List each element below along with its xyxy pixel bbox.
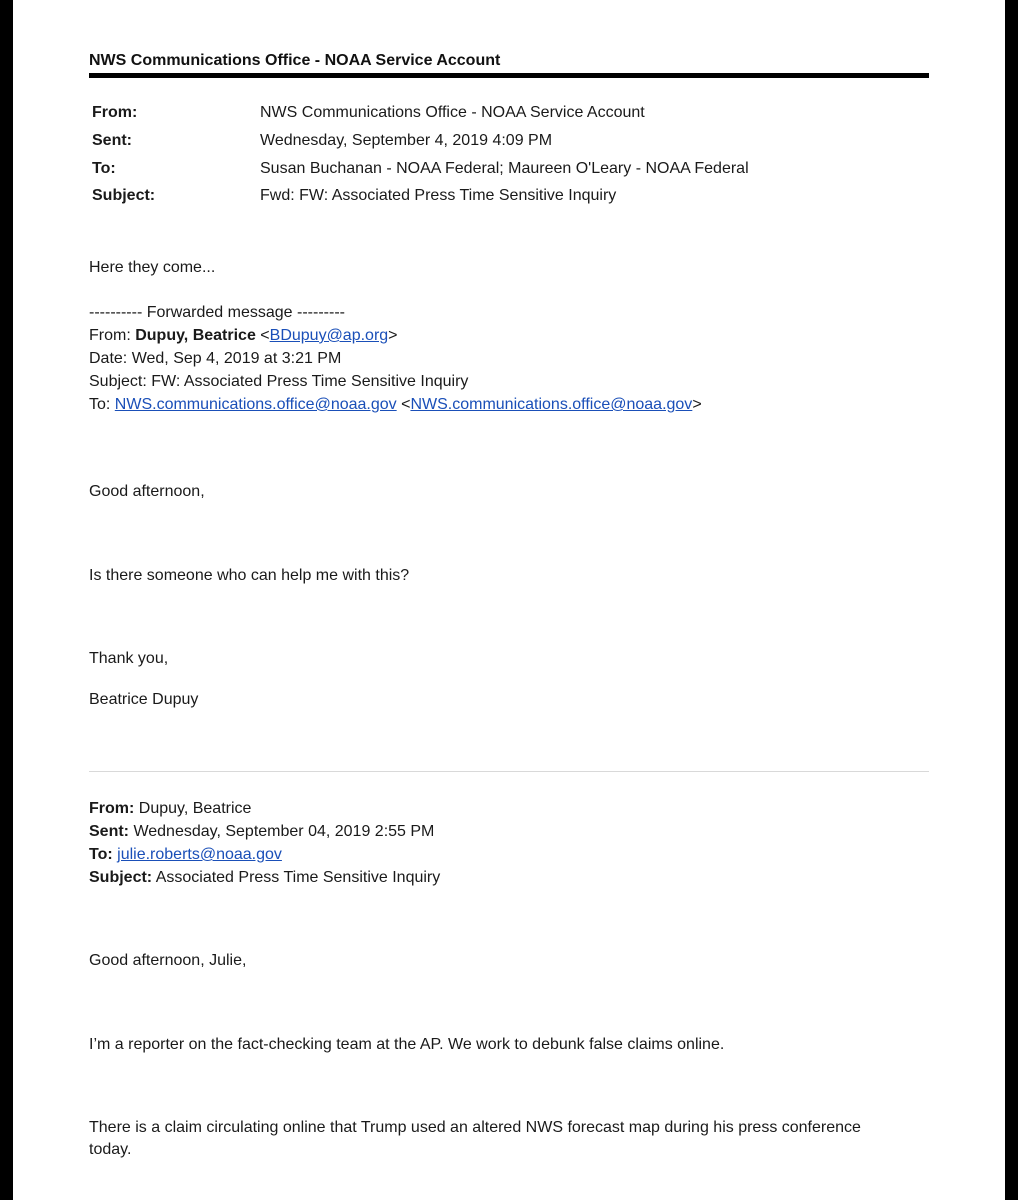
forwarded-to-email-link-2[interactable]: NWS.communications.office@noaa.gov xyxy=(410,396,693,413)
original-subject-label: Subject: xyxy=(89,869,153,886)
forwarded-greeting: Good afternoon, xyxy=(89,483,205,500)
email-from-value: NWS Communications Office - NOAA Service Account xyxy=(260,104,645,121)
email-from-label: From: xyxy=(92,104,138,121)
forwarded-to-lt: < xyxy=(396,396,411,413)
original-sent-line xyxy=(89,821,434,843)
forwarded-thanks: Thank you, xyxy=(89,650,169,667)
forwarded-subject-line: Subject: FW: Associated Press Time Sensitive Inquiry xyxy=(89,373,469,390)
forwarded-question: Is there someone who can help me with this? xyxy=(89,567,410,584)
email-to-label: To: xyxy=(92,160,116,177)
email-intro: Here they come... xyxy=(89,259,216,276)
original-to-email-link[interactable]: julie.roberts@noaa.gov xyxy=(117,846,282,863)
email-to-value: Susan Buchanan - NOAA Federal; Maureen O'Leary - NOAA Federal xyxy=(260,160,749,177)
forwarded-from-email-link[interactable]: BDupuy@ap.org xyxy=(269,327,389,344)
original-from-line xyxy=(89,798,251,820)
forwarded-to-email-link-1[interactable]: NWS.communications.office@noaa.gov xyxy=(114,396,397,413)
title-rule xyxy=(89,73,929,78)
forwarded-from-line xyxy=(89,325,398,347)
original-greeting: Good afternoon, Julie, xyxy=(89,952,247,969)
original-intro: I’m a reporter on the fact-checking team at the AP. We work to debunk false claims online. xyxy=(89,1036,725,1053)
forwarded-to-prefix: To: xyxy=(89,396,115,413)
original-to-label: To: xyxy=(89,846,113,863)
original-subject-line xyxy=(89,867,440,889)
email-sent-value: Wednesday, September 4, 2019 4:09 PM xyxy=(260,132,553,149)
original-sent-value: Wednesday, September 04, 2019 2:55 PM xyxy=(129,823,435,840)
email-subject-label: Subject: xyxy=(92,187,156,204)
forwarded-signature: Beatrice Dupuy xyxy=(89,691,199,708)
forwarded-from-prefix: From: xyxy=(89,327,136,344)
forwarded-from-gt: > xyxy=(388,327,398,344)
original-from-value: Dupuy, Beatrice xyxy=(134,800,252,817)
original-sent-label: Sent: xyxy=(89,823,129,840)
account-title: NWS Communications Office - NOAA Service Account xyxy=(89,52,501,69)
original-from-label: From: xyxy=(89,800,135,817)
original-to-line xyxy=(89,844,282,866)
message-separator xyxy=(89,771,929,772)
forwarded-from-name: Dupuy, Beatrice xyxy=(135,327,256,344)
forwarded-from-lt: < xyxy=(255,327,270,344)
document-page xyxy=(13,0,1005,1200)
email-sent-label: Sent: xyxy=(92,132,132,149)
forwarded-to-gt: > xyxy=(692,396,702,413)
forwarded-divider: ---------- Forwarded message --------- xyxy=(89,304,345,321)
original-subject-value: Associated Press Time Sensitive Inquiry xyxy=(152,869,441,886)
original-claim: There is a claim circulating online that Trump used an altered NWS forecast map during his press conference today. xyxy=(89,1119,861,1158)
email-subject-value: Fwd: FW: Associated Press Time Sensitive Inquiry xyxy=(260,187,617,204)
forwarded-to-line xyxy=(89,394,702,416)
forwarded-date-line: Date: Wed, Sep 4, 2019 at 3:21 PM xyxy=(89,350,342,367)
